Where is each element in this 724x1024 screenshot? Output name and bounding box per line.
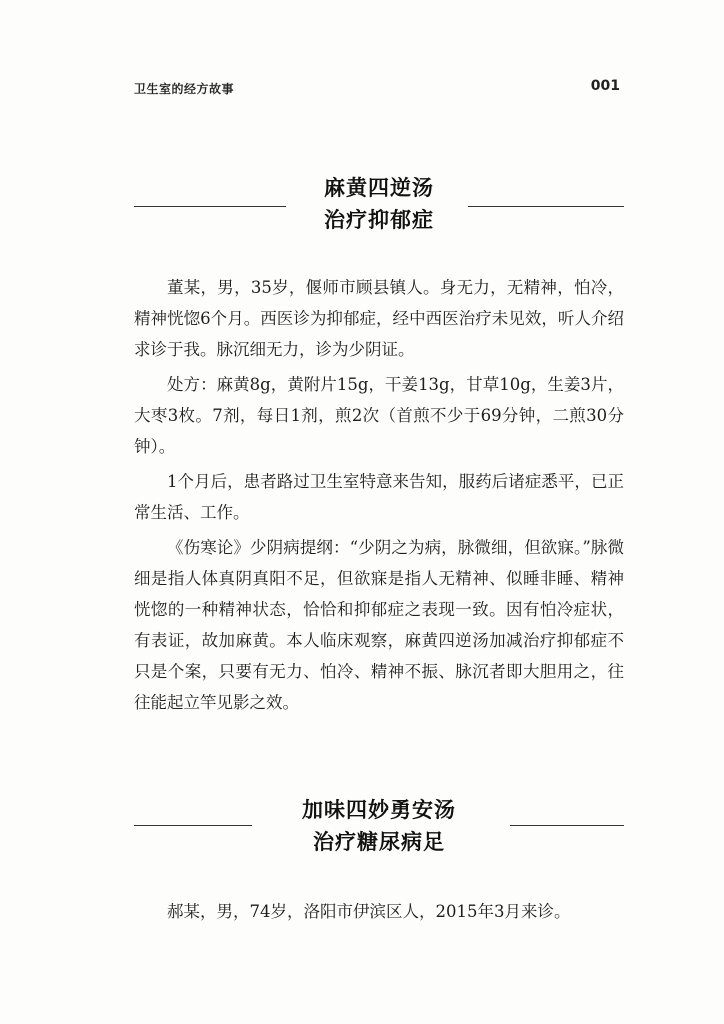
section-title-line-2: 治疗抑郁症 — [324, 208, 434, 232]
section-title-line-1: 麻黄四逆汤 — [324, 176, 434, 200]
section-title — [134, 172, 624, 236]
page-number: 001 — [590, 78, 620, 94]
section-body — [134, 896, 624, 931]
section-title-line-2: 治疗糖尿病足 — [313, 830, 445, 854]
paragraph: 处方：麻黄8g，黄附片15g，干姜13g，甘草10g，生姜3片，大枣3枚。7剂，每日1剂，煎2次（首煎不少于69分钟，二煎30分钟）。 — [134, 375, 624, 456]
section-title — [134, 794, 624, 858]
section-title-line-1: 加味四妙勇安汤 — [302, 798, 456, 822]
running-head: 卫生室的经方故事 — [134, 82, 235, 96]
paragraph: 董某，男，35岁，偃师市顾县镇人。身无力，无精神，怕冷，精神恍惚6个月。西医诊为抑郁症，经中西医治疗未见效，听人介绍求诊于我。脉沉细无力，诊为少阴证。 — [134, 278, 624, 359]
paragraph: 郝某，男，74岁，洛阳市伊滨区人，2015年3月来诊。 — [167, 902, 571, 921]
paragraph: 1个月后，患者路过卫生室特意来告知，服药后诸症悉平，已正常生活、工作。 — [134, 472, 624, 522]
section-body — [134, 272, 624, 722]
paragraph: 《伤寒论》少阴病提纲：“少阴之为病，脉微细，但欲寐。”脉微细是指人体真阴真阳不足，但欲寐是指人无精神、似睡非睡、精神恍惚的一种精神状态，恰恰和抑郁症之表现一致。因有怕冷症状，有表证，故加麻黄。本人临床观察，麻黄四逆汤加减治疗抑郁症不只是个案，只要有无力、怕冷、精神不振、脉沉者即大胆用之，往往能起立竿见影之效。 — [134, 538, 624, 712]
